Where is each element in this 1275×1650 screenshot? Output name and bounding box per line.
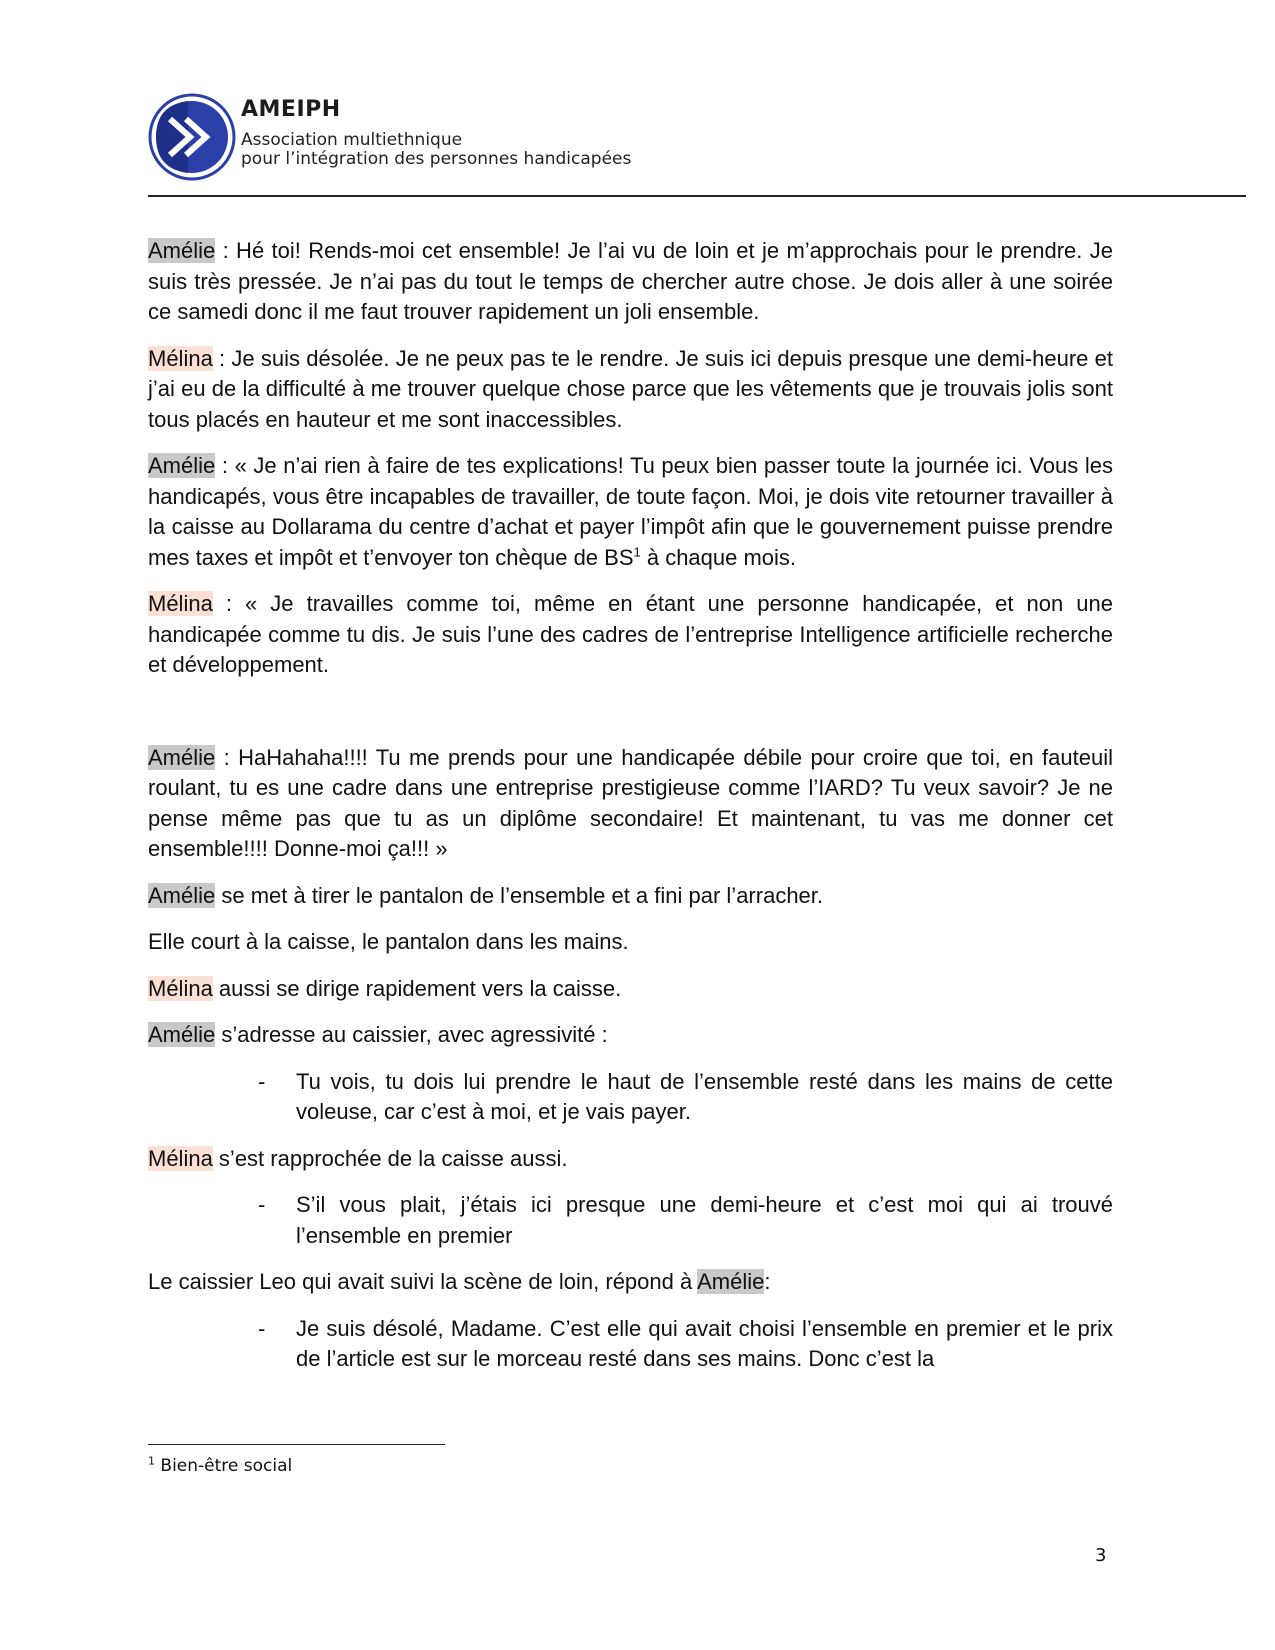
paragraph-3-text: : « Je n’ai rien à faire de tes explications! Tu peux bien passer toute la journée ici. Vous les handicapés, vous être incapables de travailler, de toute façon. Moi, je dois vite retourner travailler à la caisse au Dollarama du centre d’achat et payer l’impôt afin que le gouvernement puisse prendre mes taxes et impôt et t’envoyer ton chèque de BS bbox=[148, 453, 1113, 570]
paragraph-10 bbox=[148, 1144, 1113, 1175]
paragraph-9 bbox=[148, 1020, 1113, 1051]
dialogue-line-1-text: Tu vois, tu dois lui prendre le haut de l’ensemble resté dans les mains de cette voleuse, car c’est à moi, et je vais payer. bbox=[296, 1068, 1113, 1124]
paragraph-4 bbox=[148, 589, 1113, 681]
speaker-amelie: Amélie bbox=[148, 744, 216, 770]
paragraph-11 bbox=[148, 1267, 1113, 1298]
paragraph-2-text: : Je suis désolée. Je ne peux pas te le rendre. Je suis ici depuis presque une demi-heure et j’ai eu de la difficulté à me trouver quelque chose parce que les vêtements que je trouvais jolis sont tous placés en hauteur et me sont inaccessibles. bbox=[148, 345, 1113, 432]
footnote-divider bbox=[148, 1444, 445, 1445]
speaker-amelie: Amélie bbox=[148, 882, 216, 908]
dialogue-line-3-text: Je suis désolé, Madame. C’est elle qui avait choisi l’ensemble en premier et le prix de l’article est sur le morceau resté dans ses mains. Donc c’est la bbox=[296, 1315, 1113, 1371]
paragraph-8 bbox=[148, 974, 1113, 1005]
paragraph-8-text: aussi se dirige rapidement vers la caisse. bbox=[212, 975, 622, 1001]
paragraph-3-end: à chaque mois. bbox=[640, 544, 797, 570]
footnote-number: 1 bbox=[148, 1454, 155, 1468]
document-header bbox=[148, 93, 1248, 183]
dash-bullet: - bbox=[258, 1068, 266, 1094]
speaker-melina: Mélina bbox=[148, 591, 213, 616]
header-divider bbox=[148, 195, 1246, 197]
org-name-line-1: Association multiethnique bbox=[241, 130, 463, 150]
paragraph-5-text: : HaHahaha!!!! Tu me prends pour une handicapée débile pour croire que toi, en fauteuil roulant, tu es une cadre dans une entreprise prestigieuse comme l’IARD? Tu veux savoir? Je ne pense même pas que tu as un diplôme secondaire! Et maintenant, tu vas me donner cet ensemble!!!! Donne-moi ça!!! » bbox=[148, 744, 1113, 861]
dialogue-line-2-text: S’il vous plait, j’étais ici presque une demi-heure et c’est moi qui ai trouvé l’ensemble en premier bbox=[296, 1192, 1113, 1248]
paragraph-10-text: s’est rapprochée de la caisse aussi. bbox=[212, 1145, 568, 1171]
paragraph-2 bbox=[148, 344, 1113, 436]
paragraph-11-end: : bbox=[764, 1269, 771, 1294]
speaker-melina: Mélina bbox=[148, 975, 213, 1001]
paragraph-6 bbox=[148, 881, 1113, 912]
dash-bullet: - bbox=[258, 1192, 266, 1217]
document-body bbox=[148, 236, 1113, 1391]
paragraph-4-text: : « Je travailles comme toi, même en étant une personne handicapée, et non une handicapée comme tu dis. Je suis l’une des cadres de l’entreprise Intelligence artificielle recherche et développement. bbox=[148, 591, 1113, 677]
dialogue-line-3 bbox=[148, 1314, 1113, 1375]
footnote-ref[interactable]: 1 bbox=[633, 544, 641, 560]
footnote-text: Bien-être social bbox=[155, 1456, 293, 1476]
speaker-melina: Mélina bbox=[148, 345, 213, 371]
paragraph-5 bbox=[148, 743, 1113, 865]
speaker-amelie: Amélie bbox=[148, 238, 216, 263]
speaker-melina: Mélina bbox=[148, 1145, 213, 1171]
dash-bullet: - bbox=[258, 1315, 266, 1341]
paragraph-1-text: : Hé toi! Rends-moi cet ensemble! Je l’ai vu de loin et je m’approchais pour le prendre. Je suis très pressée. Je n’ai pas du tout le temps de chercher autre chose. Je dois aller à une soirée ce samedi donc il me faut trouver rapidement un joli ensemble. bbox=[148, 238, 1113, 324]
speaker-amelie: Amélie bbox=[697, 1269, 765, 1294]
ameiph-logo bbox=[148, 93, 236, 181]
paragraph-3 bbox=[148, 451, 1113, 573]
org-name-line-2: pour l’intégration des personnes handicapées bbox=[241, 149, 632, 169]
paragraph-11-text: Le caissier Leo qui avait suivi la scène de loin, répond à bbox=[148, 1269, 698, 1294]
speaker-amelie: Amélie bbox=[148, 453, 216, 478]
dialogue-line-1 bbox=[148, 1067, 1113, 1128]
footnote bbox=[148, 1456, 292, 1476]
paragraph-6-text: se met à tirer le pantalon de l’ensemble et a fini par l’arracher. bbox=[215, 882, 824, 908]
paragraph-9-text: s’adresse au caissier, avec agressivité : bbox=[215, 1022, 608, 1047]
paragraph-1 bbox=[148, 236, 1113, 328]
org-abbreviation: AMEIPH bbox=[241, 97, 341, 122]
dialogue-line-2 bbox=[148, 1190, 1113, 1251]
speaker-amelie: Amélie bbox=[148, 1022, 216, 1047]
page-number: 3 bbox=[1095, 1545, 1107, 1566]
blank-line bbox=[148, 697, 1113, 743]
paragraph-7: Elle court à la caisse, le pantalon dans les mains. bbox=[148, 929, 629, 954]
